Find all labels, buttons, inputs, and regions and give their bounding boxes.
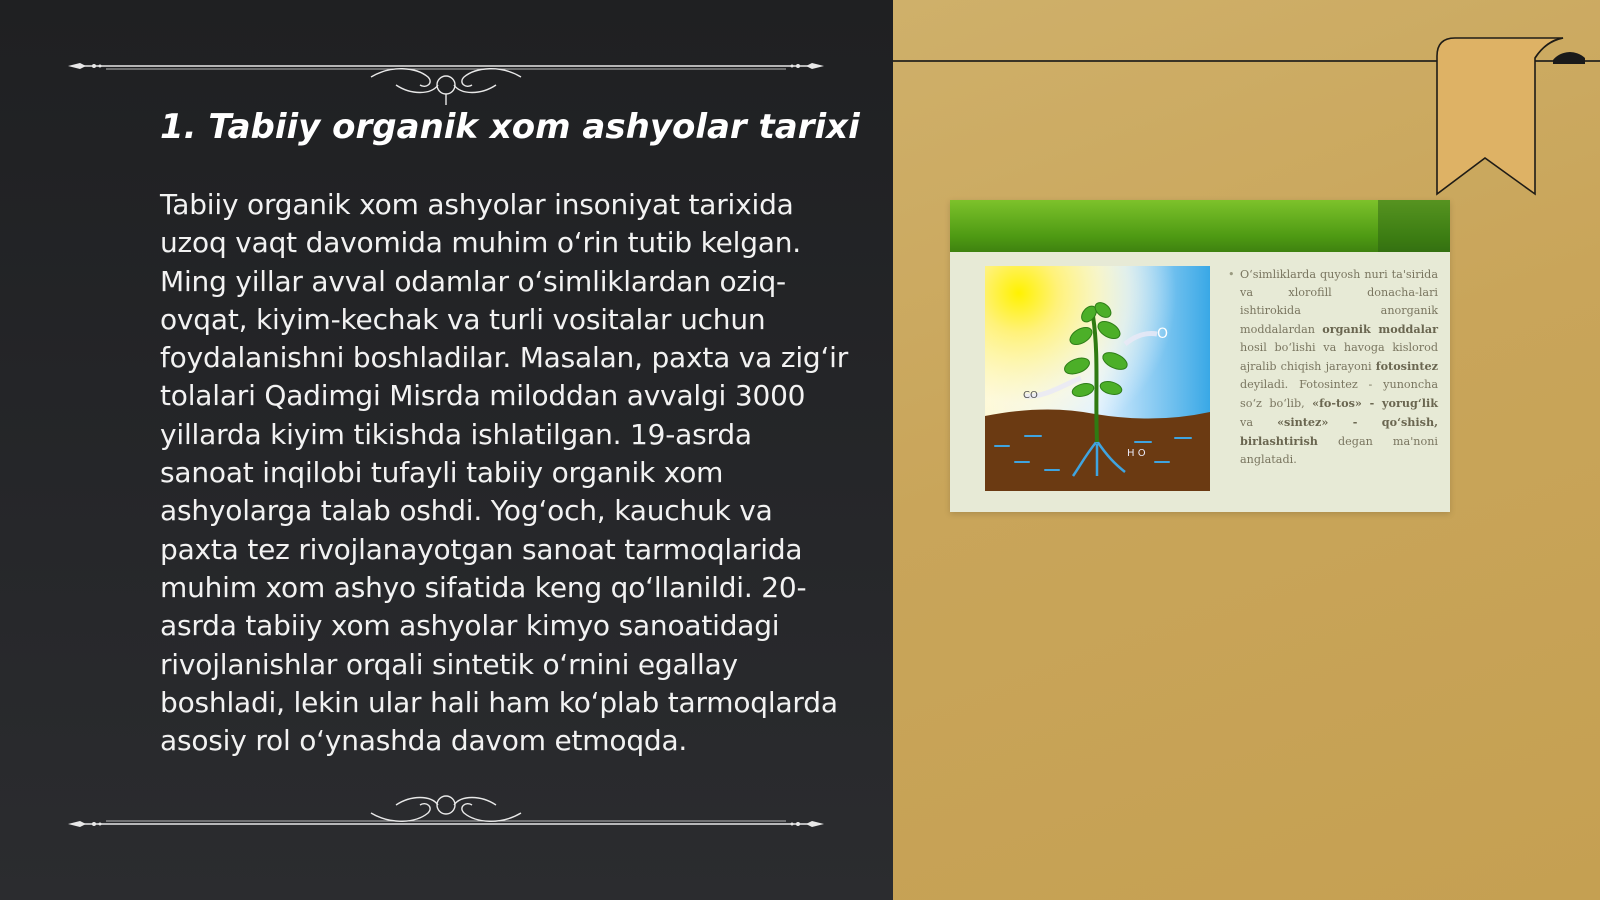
card-header-bar [950, 200, 1450, 252]
photosynthesis-card [950, 200, 1450, 512]
o2-label: O [1157, 326, 1169, 342]
bookmark-ribbon [1435, 34, 1585, 199]
slide-title: 1. Tabiiy organik xom ashyolar tarixi [160, 107, 860, 147]
photosynthesis-definition: • O‘simliklarda quyosh nuri ta'sirida va xlorofill donacha-lari ishtirokida anorganik moddalardan organik moddalar hosil bo‘lishi va havoga kislorod ajralib chiqish jarayoni fotosintez deyiladi. Fotosintez - yunoncha so‘z bo‘lib, «fo-tos» - yorug‘lik va «sintez» - qo‘shish, birlashtirish degan ma'noni anglatadi. [1230, 266, 1438, 469]
slide-body-text: Tabiiy organik xom ashyolar insoniyat tarixida uzoq vaqt davomida muhim o‘rin tutib kelgan. Ming yillar avval odamlar o‘simliklardan oziq-ovqat, kiyim-kechak va turli vositalar uchun foydalanishni boshladilar. Masalan, paxta va zig‘ir tolalari Qadimgi Misrda miloddan avvalgi 3000 yillarda kiyim tikishda ishlatilgan. 19-asrda sanoat inqilobi tufayli tabiiy organik xom ashyolarga talab oshdi. Yog‘och, kauchuk va paxta tez rivojlanayotgan sanoat tarmoqlarida muhim xom ashyo sifatida keng qo‘llanildi. 20-asrda tabiiy xom ashyolar kimyo sanoatidagi rivojlanishlar orqali sintetik o‘rnini egallay boshladi, lekin ular hali ham ko‘plab tarmoqlarda asosiy rol o‘ynashda davom etmoqda. [160, 188, 849, 758]
ornament-divider-top [66, 55, 826, 105]
co2-label: CO [1023, 390, 1038, 401]
photosynthesis-illustration [985, 266, 1210, 491]
h2o-label: H O [1127, 448, 1146, 459]
card-header-tab [1378, 200, 1450, 252]
ornament-divider-bottom [66, 785, 826, 835]
